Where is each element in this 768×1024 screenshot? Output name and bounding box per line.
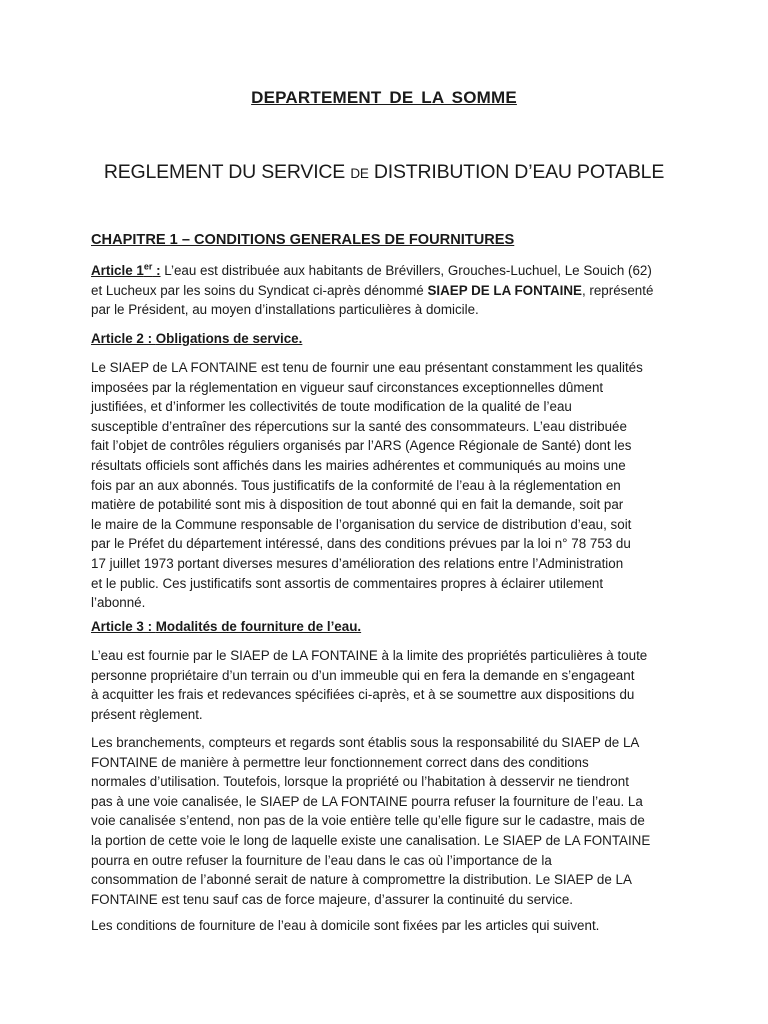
article-1-line-3: par le Président, au moyen d’installations particulières à domicile. [91,302,479,318]
article-3-label: Article 3 : [91,619,156,634]
siaep-name: SIAEP DE LA FONTAINE [427,282,582,298]
document-title [0,161,768,184]
article-3-p1-line: L’eau est fournie par le SIAEP de LA FONTAINE à la limite des propriétés particulières à toute [91,648,648,663]
article-2-label: Article 2 : [91,331,156,346]
article-3-p2-line: voie canalisée s’entend, non pas de la voie entière telle qu’elle figure sur le cadastre, mais de [91,813,645,829]
article-2-heading [91,329,679,349]
article-2-line: susceptible d’entraîner des répercutions sur la santé des consommateurs. L’eau distribuée [91,418,627,434]
article-3-p1-line: personne propriétaire d’un terrain ou d’un immeuble qui en fera la demande en s’engageant [91,667,635,683]
article-1-line-2: et Lucheux par les soins du Syndicat ci-après dénommé SIAEP DE LA FONTAINE, représenté [91,282,654,298]
article-1-line-1: Article 1er : L’eau est distribuée aux habitants de Brévillers, Grouches-Luchuel, Le Souich (62) [91,261,652,278]
article-2-line: et le public. Ces justificatifs sont assortis de commentaires propres à éclairer utilement [91,575,604,591]
article-2-line: 17 juillet 1973 portant diverses mesures d’amélioration des relations entre l’Administration [91,555,624,571]
article-3-p2-line: pourra en outre refuser la fourniture de l’eau dans le cas où l’importance de la [91,852,552,868]
article-3-heading [91,617,679,637]
article-3-p2-line: Les branchements, compteurs et regards sont établis sous la responsabilité du SIAEP de LA [91,735,640,750]
article-1 [91,261,679,320]
department-heading: DEPARTEMENT DE LA SOMME [251,88,517,107]
article-2-line: par le Préfet du département intéressé, dans des conditions prévues par la loi n° 78 753 du [91,536,631,552]
article-3-p2-line: pas à une voie canalisée, le SIAEP de LA FONTAINE pourra refuser la fourniture de l’eau. La [91,793,643,809]
chapter-1-heading: CHAPITRE 1 – CONDITIONS GENERALES DE FOURNITURES [91,232,515,248]
article-3-p3-line: Les conditions de fourniture de l’eau à domicile sont fixées par les articles qui suivent. [91,918,600,933]
article-3-p2-line: normales d’utilisation. Toutefois, lorsque la propriété ou l’habitation à desservir ne tiendront [91,774,629,790]
article-2-line: matière de potabilité sont mis à disposition de tout abonné qui en fait la demande, soit par [91,497,624,513]
article-3-paragraph-3 [91,916,679,936]
article-3-p1-line: présent règlement. [91,706,203,722]
article-3-title: Modalités de fourniture de l’eau. [155,619,362,634]
article-2-line: l’abonné. [91,595,146,611]
article-3-p2-line: FONTAINE est tenu sauf cas de force majeure, d’assurer la continuité du service. [91,891,574,907]
article-3-p2-line: consommation de l’abonné serait de nature à compromettre la distribution. Le SIAEP de LA [91,872,632,888]
article-2-line: le maire de la Commune responsable de l’organisation du service de distribution d’eau, soit [91,516,632,532]
title-part-1: REGLEMENT DU SERVICE [103,161,351,183]
article-2-line: Le SIAEP de LA FONTAINE est tenu de fournir une eau présentant constamment les qualités [91,360,643,375]
article-3-p2-line: la portion de cette voie le long de laquelle existe une canalisation. Le SIAEP de LA FONTAINE [91,832,651,848]
article-1-label: Article 1er : [91,261,161,278]
article-2-line: imposées par la réglementation en vigueur sauf circonstances exceptionnelles dûment [91,379,604,395]
article-2-line: justifiées, et d’informer les collectivités de toute modification de la qualité de l’eau [91,399,572,415]
article-3-p2-line: FONTAINE de manière à permettre leur fonctionnement correct dans des conditions [91,754,589,770]
article-2-title: Obligations de service. [155,331,303,346]
article-1-label-sup: er [143,261,153,272]
title-part-2: DISTRIBUTION D’EAU POTABLE [368,161,665,183]
title-de: DE [350,166,369,181]
article-3-paragraph-1 [91,646,679,724]
article-3-p1-line: à acquitter les frais et redevances spécifiées ci-après, et à se soumettre aux dispositions du [91,687,635,703]
article-3-paragraph-2 [91,733,679,909]
article-2-line: fois par an aux abonnés. Tous justificatifs de la conformité de l’eau à la réglementation en [91,477,621,493]
article-2-line: résultats officiels sont affichés dans les mairies adhérentes et communiqués au moins une [91,457,626,473]
article-2-body [91,358,679,613]
article-2-line: fait l’objet de contrôles réguliers organisés par l’ARS (Agence Régionale de Santé) dont les [91,438,632,454]
